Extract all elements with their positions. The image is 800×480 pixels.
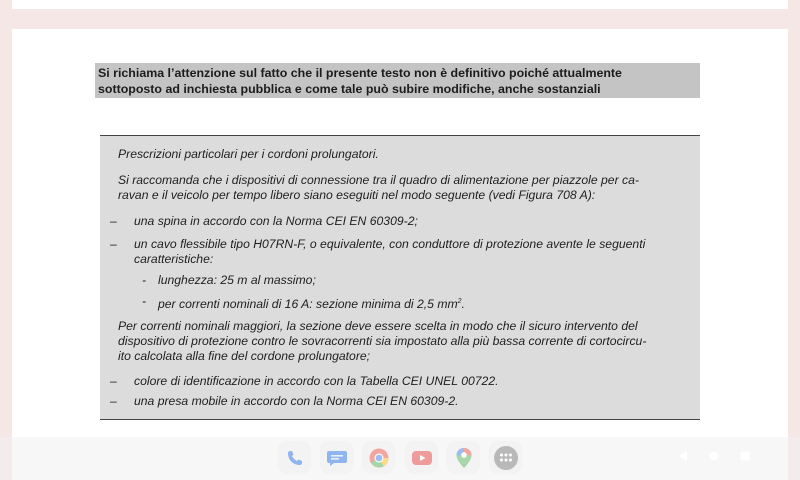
chrome-icon <box>368 447 390 469</box>
para-line-1: Per correnti nominali maggiori, la sezione deve essere scelta in modo che il sicuro intervento del <box>118 319 638 333</box>
prescription-box <box>100 135 700 420</box>
maps-icon <box>455 447 473 469</box>
sub-item-section <box>158 294 465 313</box>
youtube-app[interactable] <box>406 442 437 473</box>
list-dash: – <box>110 214 117 228</box>
intro-line-1: Si raccomanda che i dispositivi di connessione tra il quadro di alimentazione per piazzole per ca- <box>118 173 639 187</box>
item-cable-line-2: caratteristiche: <box>134 252 214 266</box>
app-drawer-icon <box>493 445 519 471</box>
item-cable-line-1: un cavo flessibile tipo H07RN-F, o equivalente, con conduttore di protezione avente le seguenti <box>134 237 646 251</box>
box-heading: Prescrizioni particolari per i cordoni prolungatori. <box>118 147 379 161</box>
sub-item-section-end: . <box>461 297 465 312</box>
previous-page-edge <box>12 0 788 9</box>
superscript-2: 2 <box>457 298 462 305</box>
notice-line-1: Si richiama l’attenzione sul fatto che il presente testo non è definitivo poiché attualmente <box>98 66 622 80</box>
chrome-app[interactable] <box>363 442 394 473</box>
back-icon[interactable] <box>677 450 689 462</box>
public-inquiry-notice <box>95 63 700 98</box>
recents-icon[interactable] <box>739 450 751 462</box>
list-dash: – <box>110 394 117 408</box>
intro-line-2: ravan e il veicolo per tempo libero siano eseguiti nel modo seguente (vedi Figura 708 A): <box>118 188 596 202</box>
notice-line-2: sottoposto ad inchiesta pubblica e come tale può subire modifiche, anche sostanziali <box>98 82 601 96</box>
list-dash: – <box>110 237 117 251</box>
messages-app[interactable] <box>321 442 352 473</box>
para-line-3: ito calcolata alla fine del cordone prolungatore; <box>118 349 371 363</box>
sublist-dash: - <box>142 294 147 308</box>
phone-icon <box>285 448 305 468</box>
sub-item-section-text: per correnti nominali di 16 A: sezione minima di 2,5 mm <box>158 297 458 312</box>
phone-app[interactable] <box>279 442 310 473</box>
list-dash: – <box>110 374 117 388</box>
youtube-icon <box>411 450 433 466</box>
home-icon[interactable] <box>708 450 720 462</box>
sub-item-length: lunghezza: 25 m al massimo; <box>158 273 316 287</box>
para-line-2: dispositivo di protezione contro le sovracorrenti sia impostato alla più bassa corrente di cortocircu- <box>118 334 647 348</box>
sublist-dash: - <box>142 273 147 287</box>
app-drawer[interactable] <box>490 442 521 473</box>
messages-icon <box>326 448 348 468</box>
maps-app[interactable] <box>448 442 479 473</box>
item-socket: una presa mobile in accordo con la Norma CEI EN 60309-2. <box>134 394 459 408</box>
item-plug: una spina in accordo con la Norma CEI EN 60309-2; <box>134 214 418 228</box>
item-colour: colore di identificazione in accordo con la Tabella CEI UNEL 00722. <box>134 374 499 388</box>
